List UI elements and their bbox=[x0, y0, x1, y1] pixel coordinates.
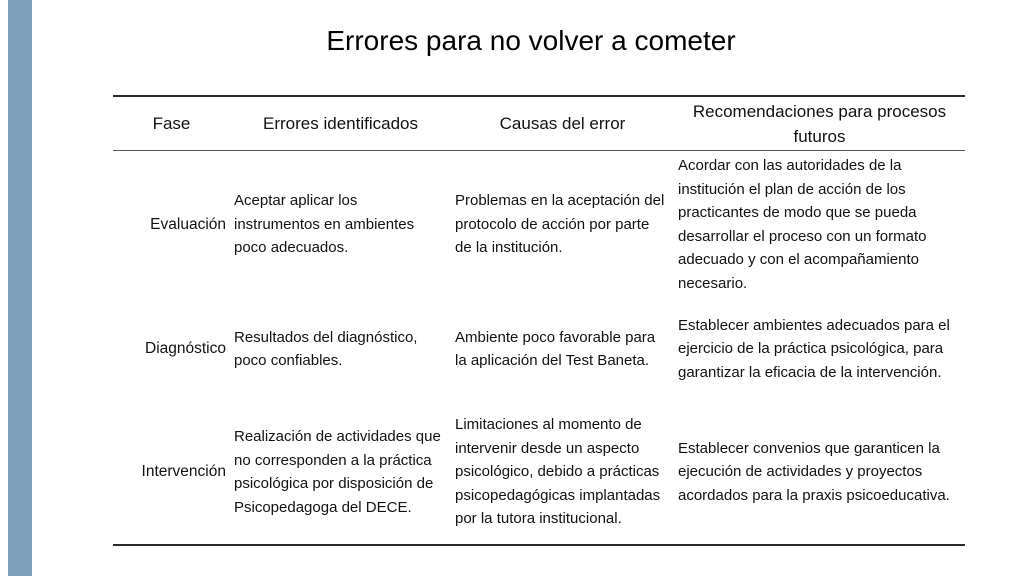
table-row bbox=[113, 400, 965, 544]
recomendaciones-cell: Establecer convenios que garanticen la ejecución de actividades y proyectos acordados para la praxis psicoeducativa. bbox=[678, 439, 950, 504]
side-accent-bar bbox=[8, 0, 32, 576]
header-causas: Causas del error bbox=[499, 114, 626, 133]
fase-cell: Diagnóstico bbox=[145, 340, 226, 358]
causas-cell: Limitaciones al momento de intervenir desde un aspecto psicológico, debido a prácticas psicopedagógicas implantadas por la tutora institucional. bbox=[455, 416, 661, 528]
errors-table bbox=[113, 95, 965, 546]
errores-cell: Realización de actividades que no corresponden a la práctica psicológica por disposición de Psicopedagoga del DECE. bbox=[234, 428, 441, 516]
causas-cell: Problemas en la aceptación del protocolo de acción por parte de la institución. bbox=[455, 192, 665, 257]
header-fase: Fase bbox=[152, 114, 191, 133]
fase-cell: Evaluación bbox=[150, 215, 226, 233]
table-header-row bbox=[113, 97, 965, 151]
table-row bbox=[113, 298, 965, 400]
causas-cell: Ambiente poco favorable para la aplicación del Test Baneta. bbox=[455, 328, 656, 369]
header-recomendaciones: Recomendaciones para procesos futuros bbox=[692, 101, 947, 146]
errores-cell: Resultados del diagnóstico, poco confiables. bbox=[234, 328, 418, 369]
recomendaciones-cell: Acordar con las autoridades de la institución el plan de acción de los practicantes de modo que se pueda desarrollar el proceso con un formato adecuado y con el acompañamiento necesario. bbox=[678, 157, 927, 292]
fase-cell: Intervención bbox=[141, 463, 226, 481]
slide-title: Errores para no volver a cometer bbox=[326, 25, 736, 56]
header-errores: Errores identificados bbox=[263, 114, 418, 133]
recomendaciones-cell: Establecer ambientes adecuados para el ejercicio de la práctica psicológica, para garantizar la eficacia de la intervención. bbox=[678, 316, 950, 381]
table-row bbox=[113, 151, 965, 298]
errores-cell: Aceptar aplicar los instrumentos en ambientes poco adecuados. bbox=[234, 192, 415, 257]
